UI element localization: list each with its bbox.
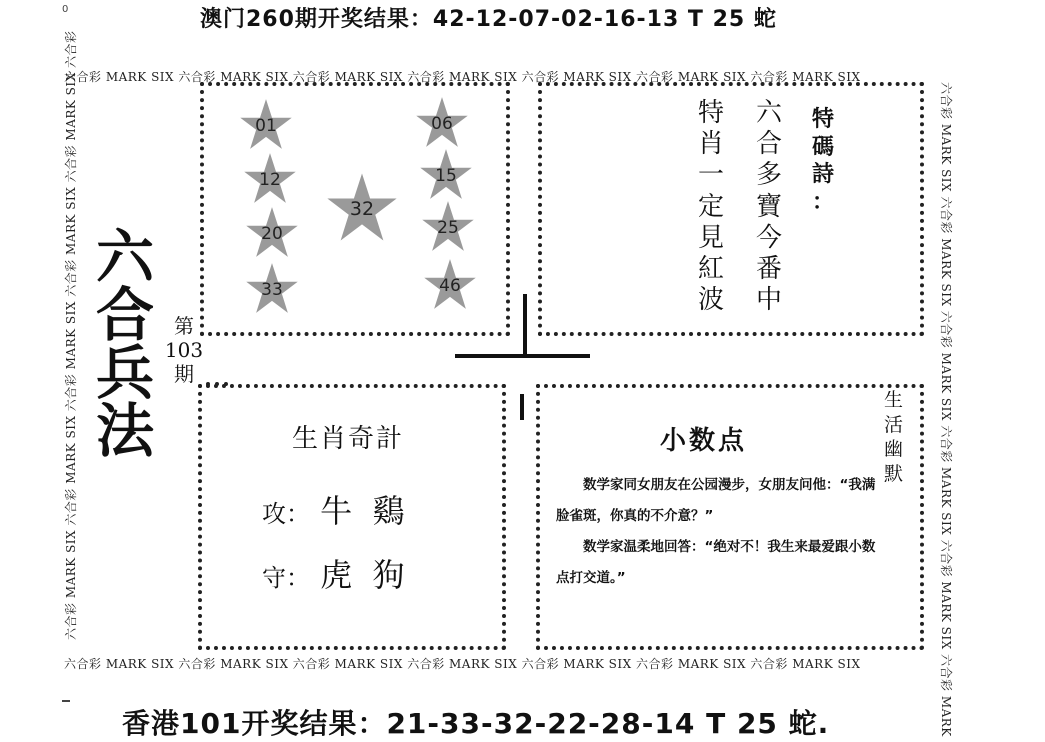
star-number [414, 96, 470, 148]
defend-row [262, 550, 405, 596]
zodiac-heading: 生肖奇計 [292, 424, 405, 454]
poem-char: 肖 [698, 129, 725, 160]
center-line-vertical-top [523, 294, 527, 356]
poem-char: 今 [756, 222, 783, 253]
star-number-center [324, 172, 400, 242]
page-mark: 0 [62, 4, 69, 15]
poem-heading-char: 特 [812, 106, 835, 132]
poem-panel [538, 82, 924, 336]
poem-heading-char: 碼 [812, 133, 835, 160]
title-char: 法 [96, 397, 155, 465]
side-label-char: 默 [884, 463, 904, 486]
joke-heading: 小数点 [660, 426, 748, 456]
star-number-text: 25 [437, 218, 459, 238]
star-number [242, 152, 298, 204]
star-number-text: 12 [259, 170, 281, 190]
humor-side-label [884, 388, 903, 487]
joke-paragraph: 数学家温柔地回答：“绝对不！我生来最爱跟小数点打交道。” [556, 539, 876, 586]
poem-char: 紅 [698, 253, 725, 284]
star-number-text: 01 [255, 116, 277, 136]
poem-char: 特 [698, 98, 725, 128]
joke-paragraph: 数学家同女朋友在公园漫步，女朋友问他：“我满脸雀斑，你真的不介意？” [556, 477, 876, 524]
star-number-text: 06 [431, 114, 453, 134]
star-number-text: 33 [261, 280, 283, 300]
border-top: 六合彩 MARK SIX 六合彩 MARK SIX 六合彩 MARK SIX 六合彩 MARK SIX 六合彩 MARK SIX 六合彩 MARK SIX 六合彩 MARK SIX [64, 70, 861, 84]
joke-text [556, 470, 886, 594]
star-number [244, 206, 300, 258]
title-char: 兵 [96, 339, 155, 407]
poem-char: 多 [756, 160, 783, 191]
issue-suffix: 期 [174, 362, 194, 386]
poem-char: 定 [698, 191, 725, 222]
side-label-char: 生 [884, 389, 904, 411]
poem-char: 波 [698, 285, 725, 316]
macau-result-header: 澳门260期开奖结果：42-12-07-02-16-13 T 25 蛇 [200, 7, 777, 32]
defend-label: 守： [262, 564, 310, 592]
center-line-vertical-bottom [520, 394, 524, 420]
poem-char: 中 [756, 285, 783, 316]
issue-prefix: 第 [174, 314, 194, 338]
poem-char: 見 [698, 222, 725, 253]
attack-label: 攻： [262, 500, 310, 528]
poem-char: 番 [756, 253, 783, 284]
margin-dash [62, 700, 70, 702]
poem-char: 一 [698, 160, 725, 191]
main-title [96, 223, 155, 465]
star-number [420, 200, 476, 252]
star-number-text: 46 [439, 276, 461, 296]
poem-heading-char: ： [812, 188, 835, 215]
poem-column-1 [756, 98, 782, 316]
center-line-horizontal [455, 354, 590, 358]
border-left: 六合彩 MARK SIX 六合彩 MARK SIX 六合彩 MARK SIX 六合彩 MARK SIX 六合彩 MARK SIX 六合彩 [64, 30, 78, 640]
star-number [244, 262, 300, 314]
attack-row [262, 486, 405, 532]
poem-heading [812, 106, 834, 216]
border-bottom: 六合彩 MARK SIX 六合彩 MARK SIX 六合彩 MARK SIX 六合彩 MARK SIX 六合彩 MARK SIX 六合彩 MARK SIX 六合彩 MARK SIX [64, 657, 861, 671]
poem-column-2 [698, 98, 724, 316]
star-number [238, 98, 294, 150]
poem-char: 合 [756, 129, 783, 160]
poem-heading-char: 詩 [812, 161, 835, 187]
star-number-text: 32 [349, 198, 375, 220]
title-char: 合 [96, 281, 155, 349]
star-number [422, 258, 478, 310]
star-number [418, 148, 474, 200]
hk-result-footer: 香港101开奖结果：21-33-32-22-28-14 T 25 蛇. [122, 707, 830, 740]
defend-values: 虎 狗 [320, 556, 405, 594]
side-label-char: 幽 [884, 438, 904, 461]
border-right: 六合彩 MARK SIX 六合彩 MARK SIX 六合彩 MARK SIX 六合彩 MARK SIX 六合彩 MARK SIX 六合彩 MARK [939, 82, 953, 737]
issue-label [163, 314, 205, 386]
poem-char: 寶 [756, 191, 783, 222]
issue-number: 103 [164, 338, 204, 362]
side-label-char: 活 [884, 413, 904, 436]
attack-values: 牛 鷄 [320, 492, 405, 530]
panel-connector [206, 382, 228, 390]
poem-char: 六 [756, 98, 783, 128]
star-number-text: 15 [435, 166, 457, 186]
star-number-text: 20 [261, 224, 283, 244]
title-char: 六 [96, 223, 155, 291]
